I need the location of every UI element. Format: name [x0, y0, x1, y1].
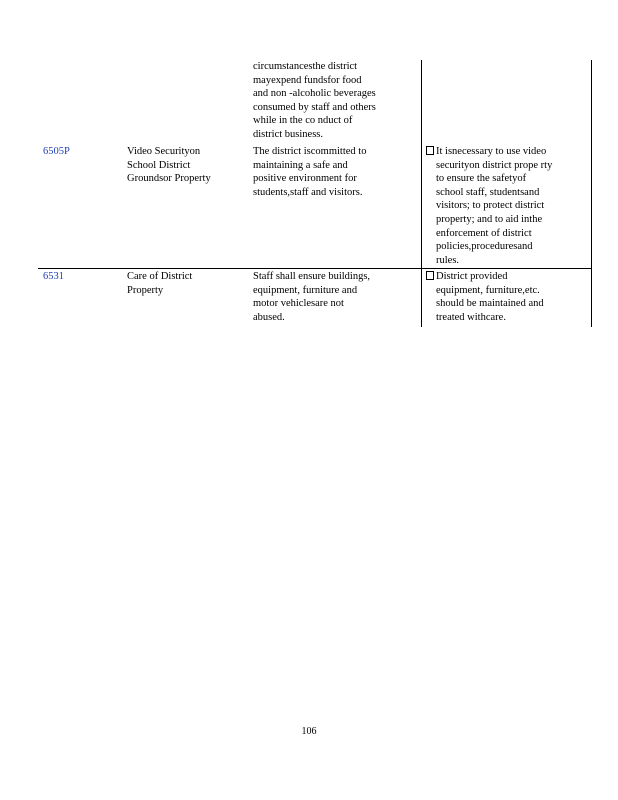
title-line: Video Securityon: [127, 146, 201, 157]
policy-description-6531: [253, 270, 396, 324]
rationale-column-left-border: [421, 60, 422, 327]
description-line: maintaining a safe and: [253, 159, 348, 171]
rationale-line: visitors; to protect district: [436, 200, 545, 212]
continuation-line: district business.: [253, 128, 323, 140]
policy-code-link-6531[interactable]: 6531: [43, 271, 64, 282]
rationale-line: policies,proceduresand: [436, 241, 533, 253]
policy-title-6505P: [127, 145, 222, 186]
continuation-description: [253, 60, 396, 142]
policy-title-6531: [127, 270, 222, 297]
page-number: 106: [301, 726, 317, 737]
title-line: Groundsor Property: [127, 173, 211, 185]
description-line: positive environment for: [253, 173, 357, 185]
description-line: equipment, furniture and: [253, 284, 358, 296]
rationale-line: treated withcare.: [436, 311, 506, 323]
box-bullet-icon: [426, 146, 434, 155]
rationale-line: District provided: [436, 271, 508, 282]
rationale-line: It isnecessary to use video: [436, 146, 547, 157]
rationale-line: property; and to aid inthe: [436, 213, 543, 225]
continuation-line: consumed by staff and others: [253, 101, 376, 113]
description-line: The district iscommitted to: [253, 146, 367, 157]
rationale-line: to ensure the safetyof: [436, 173, 527, 185]
continuation-line: while in the co nduct of: [253, 115, 353, 127]
rationale-line: should be maintained and: [436, 298, 544, 310]
policy-rationale-6505P: [426, 145, 586, 267]
title-line: Care of District: [127, 271, 193, 282]
policy-code-link-6505P[interactable]: 6505P: [43, 146, 70, 157]
continuation-line: and non -alcoholic beverages: [253, 88, 376, 100]
box-bullet-icon: [426, 271, 434, 280]
title-line: Property: [127, 284, 164, 296]
policy-rationale-6531: [426, 270, 586, 324]
description-line: students,staff and visitors.: [253, 186, 363, 198]
title-line: School District: [127, 159, 191, 171]
table-right-border: [591, 60, 592, 327]
rationale-line: enforcement of district: [436, 227, 532, 239]
description-line: Staff shall ensure buildings,: [253, 271, 371, 282]
policy-description-6505P: [253, 145, 396, 199]
continuation-line: mayexpend fundsfor food: [253, 74, 362, 86]
continuation-line: circumstancesthe district: [253, 61, 358, 72]
rationale-line: securityon district prope rty: [436, 159, 553, 171]
description-line: motor vehiclesare not: [253, 298, 344, 310]
rationale-line: school staff, studentsand: [436, 186, 540, 198]
description-line: abused.: [253, 311, 285, 323]
rationale-line: rules.: [436, 254, 460, 266]
rationale-line: equipment, furniture,etc.: [436, 284, 540, 296]
row-divider-6531: [38, 268, 592, 269]
